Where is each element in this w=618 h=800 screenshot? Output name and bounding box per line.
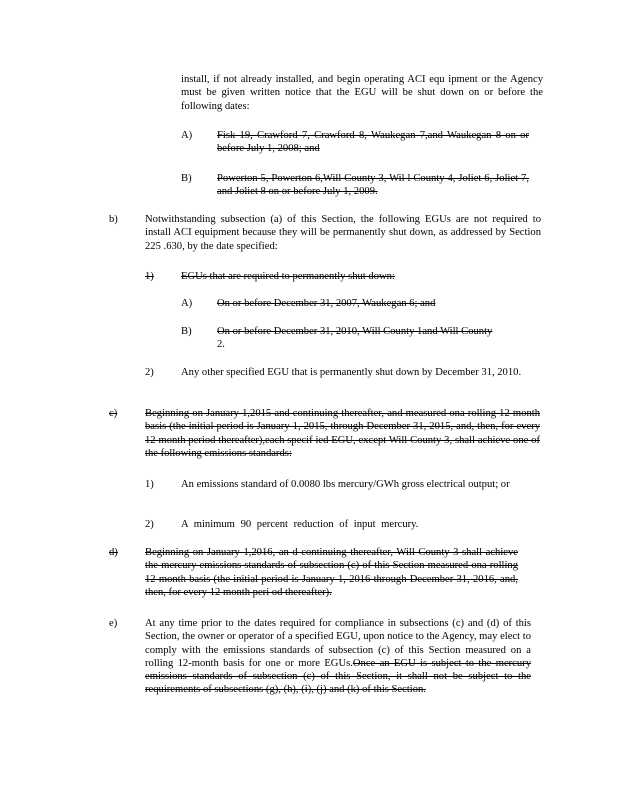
section-c-item2-label: 2) [145,519,154,530]
intro-item-b-text: Powerton 5, Powerton 6,Will County 3, Wil l County 4, Joliet 6, Joliet 7, and Joliet 8 on or before July 1, 2009. [217,173,529,198]
section-b-item1-text: EGUs that are required to permanently shut down: [181,271,395,282]
section-b-label: b) [109,214,118,225]
section-d-label: d) [109,547,118,558]
section-b-subitem-b-text: On or before December 31, 2010, Will County 1and Will County [217,326,493,337]
section-b-subitem-b-continuation: 2. [217,339,225,350]
section-c-item2-text: A minimum 90 percent reduction of input mercury. [181,519,419,530]
section-c-text: Beginning on January 1,2015 and continuing thereafter, and measured ona rolling 12 month basis (the initial period is January 1, 2015, through December 31, 2015, and, then, for every 12 month period thereafter),each specif ied EGU, except Will County 3, shall achieve one of the following emissions standards: [145,408,540,459]
section-c-item1-label: 1) [145,479,154,490]
section-b-subitem-b-label: B) [181,326,192,337]
intro-paragraph: install, if not already installed, and begin operating ACI equ ipment or the Agency must be given written notice that the EGU will be shut down on or before the following dates: [181,74,543,112]
section-b-subitem-a-text: On or before December 31, 2007, Waukegan 6; and [217,298,436,309]
section-b-item1-label: 1) [145,271,154,282]
intro-item-a-label: A) [181,130,193,141]
section-b-item2-label: 2) [145,367,154,378]
section-b-text: Notwithstanding subsection (a) of this Section, the following EGUs are not required to install ACI equipment because they will be permanently shut down, as addressed by Section 225 .630, by the date specified: [145,214,541,252]
section-e-active-text: At any time prior to the dates required for compliance in subsections (c) and (d) of this Section, the owner or operator of a specified EGU, upon notice to the Agency, may elect to comply with the emissions standards of subsection (c) of this Section measured on a rolling 12-month basis for one or more EGUs. [145,618,531,669]
section-b-item2-text: Any other specified EGU that is permanently shut down by December 31, 2010. [181,367,522,378]
section-e-text [145,617,531,697]
section-b-subitem-a-label: A) [181,298,193,309]
section-e-struck-text: Once an EGU is subject to the mercury emissions standards of subsection (c) of this Section, it shall not be subject to the requirements of subsections (g), (h), (i), (j) and (k) of this Section. [145,657,531,696]
section-c-label: c) [109,408,118,419]
section-e-label: e) [109,618,118,629]
section-c-item1-text: An emissions standard of 0.0080 lbs mercury/GWh gross electrical output; or [181,479,510,490]
intro-item-b-label: B) [181,173,192,184]
section-d-text: Beginning on January 1,2016, an d continuing thereafter, Will County 3 shall achieve the mercury emissions standards of subsection (c) of this Section measured ona rolling 12 month basis (the initial period is January 1, 2016 through December 31, 2016, and, then, for every 12 month peri od thereafter). [145,547,518,598]
intro-item-a-text: Fisk 19, Crawford 7, Crawford 8, Waukegan 7,and Waukegan 8 on or before July 1, 2008; and [217,130,529,155]
